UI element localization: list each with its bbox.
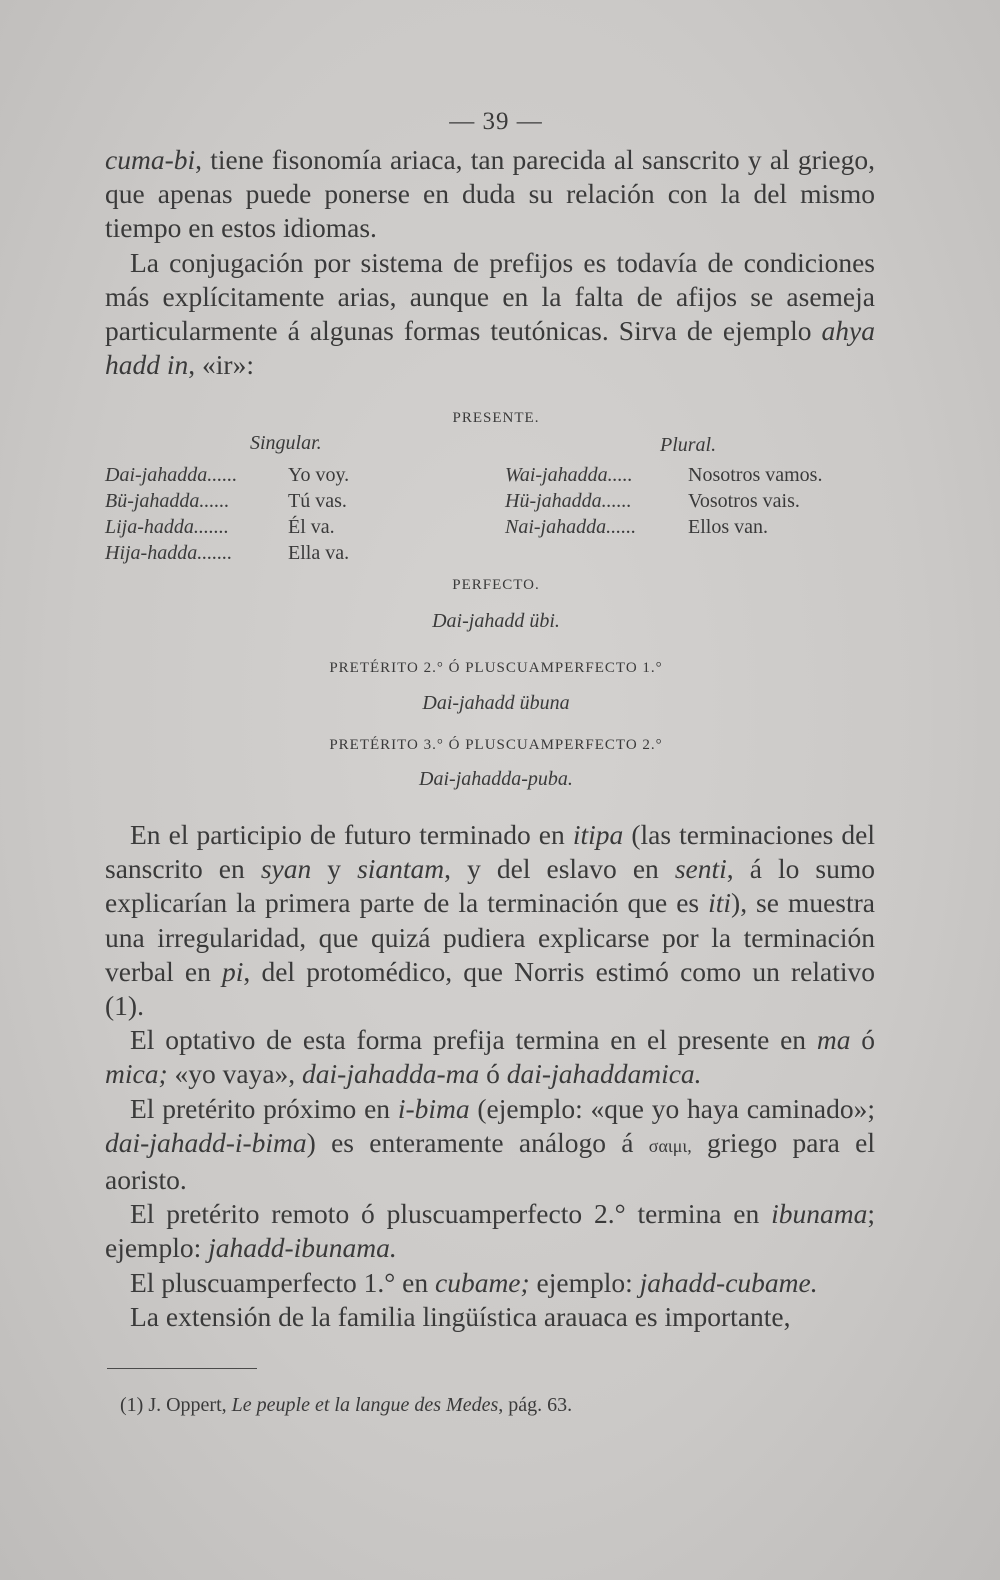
paragraph-text: , á lo sumo explicarían la primera parte de la terminación que es [105,853,875,919]
paragraph-text: (ejemplo: «que yo haya caminado»; [469,1092,875,1124]
greek-word: σαιμι, [648,1135,692,1156]
footnote [120,1394,572,1417]
paragraph-text: El pretérito remoto ó pluscuamperfecto 2.° termina en [130,1198,772,1230]
section-heading-preterito-2: PRETÉRITO 2.° Ó PLUSCUAMPERFECTO 1.° [329,660,663,676]
paragraph-text: griego para el aoristo. [105,1126,875,1196]
verb-form: Dai-jahadda...... [105,464,238,486]
paragraph-text: La extensión de la familia lingüística arauaca es importante, [130,1300,791,1332]
italic-term: mica; [105,1058,168,1090]
verb-meaning: Él va. [288,516,335,538]
paragraph-text: ) es enteramente análogo á [306,1126,649,1158]
italic-term: dai-jahadd-i-bima [105,1126,307,1158]
italic-term: siantam [357,853,445,885]
paragraph-text: , tiene fisonomía ariaca, tan parecida al sanscrito y al griego, que apenas puede ponerse en duda su relación con la del mismo tiempo en estos idiomas. [105,144,875,244]
plural-forms [505,462,822,540]
paragraph [105,143,875,246]
singular-label: Singular. [250,432,322,454]
verb-form: Hija-hadda....... [105,542,233,564]
footnote-text: , pág. 63. [498,1394,573,1416]
paragraph [105,1092,875,1198]
paragraph-text: , «ir»: [188,349,254,381]
page-number: — 39 — [449,108,543,135]
verb-form: Hü-jahadda...... [505,490,632,512]
italic-term: ibunama [771,1198,868,1230]
paragraph-text: y [311,853,358,885]
paragraph [105,246,875,383]
paragraph-text: El optativo de esta forma prefija termina en el presente en [130,1024,817,1056]
paragraph [105,1300,875,1334]
paragraph-text: ejemplo: [529,1266,640,1298]
paragraph-text: , del protomédico, que Norris estimó como un relativo (1). [105,955,875,1022]
verb-form: Lija-hadda....... [105,516,229,538]
paragraph [105,1197,875,1265]
paragraph-text: «yo vaya», [167,1058,303,1090]
plural-label: Plural. [660,434,717,456]
conjugation-row [105,540,349,566]
footnote-title: Le peuple et la langue des Medes [231,1394,499,1416]
preterito-3-form: Dai-jahadda-puba. [419,768,573,790]
paragraph-text: ; ejemplo: [105,1198,875,1264]
conjugation-row [505,514,822,540]
section-heading-preterito-3: PRETÉRITO 3.° Ó PLUSCUAMPERFECTO 2.° [329,737,663,753]
paragraph-text: ó [850,1024,875,1056]
lower-text-block [105,818,875,1334]
verb-meaning: Vosotros vais. [688,490,800,512]
verb-meaning: Yo voy. [288,464,350,486]
preterito-2-form: Dai-jahadd übuna [422,692,570,714]
section-heading-perfecto: PERFECTO. [452,577,540,593]
singular-forms [105,462,349,566]
paragraph-text: El pluscuamperfecto 1.° en [130,1266,435,1298]
italic-term: jahadd-ibunama. [208,1232,397,1264]
verb-form: Wai-jahadda..... [505,464,633,486]
italic-term: iti [708,887,732,919]
italic-term: syan [260,853,312,885]
verb-meaning: Ella va. [288,542,350,564]
verb-form: Nai-jahadda...... [505,516,637,538]
verb-meaning: Tú vas. [288,490,347,512]
paragraph-text: En el participio de futuro terminado en [130,819,573,850]
conjugation-row [105,488,349,514]
perfecto-form: Dai-jahadd übi. [432,610,560,632]
italic-term: ma [816,1024,851,1056]
verb-meaning: Ellos van. [688,516,768,538]
top-text-block [105,143,875,382]
paragraph-text: , y del eslavo en [444,853,675,885]
paragraph [105,1266,875,1300]
italic-term: ahya hadd in [105,315,875,381]
italic-term: dai-jahaddamica. [506,1058,702,1090]
paragraph [105,1023,875,1091]
italic-term: senti [674,853,727,885]
italic-term: jahadd-cubame. [639,1266,818,1298]
italic-term: itipa [572,819,624,850]
paragraph-text: El pretérito próximo en [130,1092,398,1124]
verb-form: Bü-jahadda...... [105,490,230,512]
paragraph-text: ), se muestra una irregularidad, que quizá pudiera explicarse por la terminación verbal en [105,887,875,987]
italic-term: i-bima [397,1092,470,1124]
footnote-divider [107,1368,257,1369]
italic-term: pi [222,955,244,987]
verb-meaning: Nosotros vamos. [688,464,823,486]
conjugation-row [105,462,349,488]
italic-term: cubame; [434,1266,530,1298]
conjugation-row [505,462,822,488]
conjugation-row [505,488,822,514]
italic-term: cuma-bi [105,144,196,175]
paragraph-text: La conjugación por sistema de prefijos es todavía de condiciones más explícitamente arias, aunque en la falta de afijos se asemeja particularmente á algunas formas teutónicas. Sirva de ejemplo [105,246,875,347]
paragraph-text: ó [479,1058,507,1090]
footnote-text: (1) J. Oppert, [120,1394,232,1416]
section-heading-presente: PRESENTE. [452,410,540,426]
paragraph-text: (las terminaciones del sanscrito en [105,819,876,885]
conjugation-row [105,514,349,540]
italic-term: dai-jahadda-ma [302,1058,480,1090]
paragraph [105,818,875,1023]
